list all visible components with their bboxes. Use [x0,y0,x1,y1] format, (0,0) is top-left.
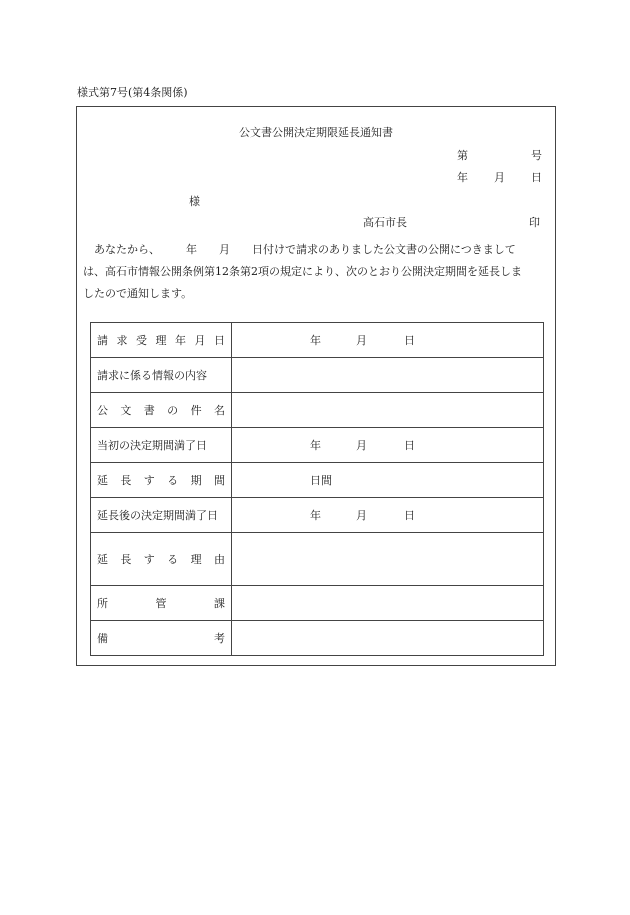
row-label-text: 請求に係る情報の内容 [97,369,207,382]
table-row [91,393,544,428]
row-value-cell[interactable] [232,393,544,428]
row-label-char: 間 [213,474,225,487]
value-day: 日 [404,509,415,522]
table-row [91,498,544,533]
value-year: 年 [310,334,321,347]
row-value [232,323,543,357]
row-label-char: 文 [120,404,132,417]
row-label [97,630,225,646]
row-label-char: 日 [214,334,225,347]
row-label-char: 期 [190,474,202,487]
row-label-cell [91,428,232,463]
issue-date-month: 月 [494,171,505,184]
issue-date-year: 年 [457,171,468,184]
row-label-char: 由 [213,553,225,566]
row-label [97,367,225,383]
value-month: 月 [356,509,367,522]
row-label-cell [91,323,232,358]
details-table [90,322,544,656]
row-label-char: 件 [190,404,202,417]
row-value-cell[interactable] [232,323,544,358]
row-label-char: 理 [155,334,167,347]
body-line-2: は、高石市情報公開条例第12条第2項の規定により、次のとおり公開決定期間を延長しま [83,265,522,278]
body-line-3: したので通知します。 [83,287,193,300]
value-day: 日 [404,334,415,347]
row-label-char: 受 [136,334,147,347]
row-label-char: 公 [97,404,108,417]
issuer-name: 高石市長 [363,216,407,229]
value-day: 日 [404,439,415,452]
row-value [232,498,543,532]
row-label-cell [91,621,232,656]
row-label-cell [91,463,232,498]
row-label-char: 年 [175,334,186,347]
row-label-char: 課 [214,597,225,610]
notice-body [83,239,551,305]
body-line-1-end: 日付けで請求のありました公文書の公開につきまして [252,243,516,256]
row-label-char: 所 [97,597,108,610]
row-label-char: 考 [214,632,225,645]
row-value [232,586,543,620]
row-label-cell [91,393,232,428]
row-value-cell[interactable] [232,463,544,498]
row-label-cell [91,586,232,621]
value-year: 年 [310,439,321,452]
row-value [232,533,543,585]
row-value-cell[interactable] [232,586,544,621]
row-label-char: す [143,553,155,566]
table-row [91,358,544,393]
value-days: 日間 [310,474,332,487]
row-label-cell [91,358,232,393]
row-value-cell[interactable] [232,428,544,463]
value-month: 月 [356,334,367,347]
row-label-char: る [167,553,179,566]
row-label [97,507,225,523]
row-label-char: る [167,474,179,487]
document-title: 公文書公開決定期限延長通知書 [239,126,393,139]
row-label-char: 理 [190,553,202,566]
row-value [232,621,543,655]
table-row [91,586,544,621]
row-label-char: 月 [194,334,206,347]
row-label-text: 当初の決定期間満了日 [97,439,207,452]
row-value-cell[interactable] [232,498,544,533]
row-label-text: 延長後の決定期間満了日 [97,509,218,522]
row-label-char: 備 [97,632,108,645]
row-label [97,402,225,418]
row-label-char: 求 [116,334,128,347]
row-label-char: 延 [97,553,108,566]
notice-frame [76,106,556,666]
row-label-cell [91,533,232,586]
number-suffix: 号 [531,149,542,162]
value-month: 月 [356,439,367,452]
row-label-char: 延 [97,474,108,487]
row-value [232,428,543,462]
form-number-label: 様式第7号(第4条関係) [77,86,188,99]
row-label-char: 請 [97,334,108,347]
row-label-char: す [143,474,155,487]
table-row [91,533,544,586]
row-label-char: 長 [120,474,132,487]
row-label [97,472,225,488]
row-label [97,437,225,453]
row-value-cell[interactable] [232,533,544,586]
number-prefix: 第 [457,149,468,162]
row-value [232,358,543,392]
issue-date-day: 日 [531,171,542,184]
table-row [91,621,544,656]
row-label-char: 名 [213,404,225,417]
row-label-char: 管 [155,597,167,610]
seal-mark: 印 [529,216,540,229]
body-line-1-start: あなたから、 [94,243,160,256]
row-value-cell[interactable] [232,621,544,656]
row-label-char: 長 [120,553,132,566]
row-label [97,595,225,611]
row-label [97,551,225,567]
value-year: 年 [310,509,321,522]
body-line-1 [83,239,551,261]
row-value [232,393,543,427]
table-row [91,323,544,358]
recipient-honorific: 様 [189,195,200,208]
row-label-char: 書 [143,404,155,417]
table-row [91,463,544,498]
table-row [91,428,544,463]
row-value [232,463,543,497]
row-label [97,332,225,348]
row-label-cell [91,498,232,533]
body-month: 月 [219,243,230,256]
row-label-char: の [167,404,179,417]
body-year: 年 [186,243,197,256]
row-value-cell[interactable] [232,358,544,393]
